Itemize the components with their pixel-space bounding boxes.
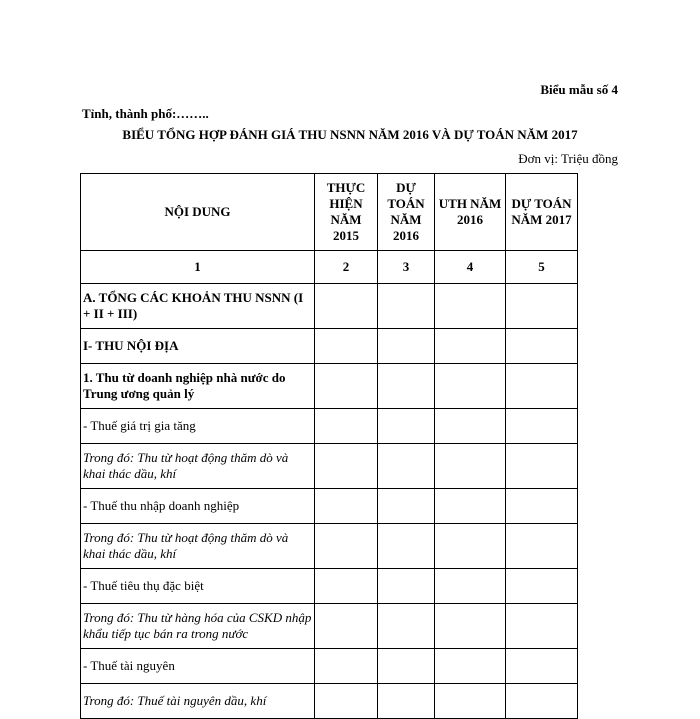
data-cell (315, 444, 378, 489)
data-cell (315, 524, 378, 569)
data-cell (315, 409, 378, 444)
table-row (81, 329, 578, 364)
province-label: Tỉnh, thành phố:…….. (82, 106, 209, 121)
table-row (81, 604, 578, 649)
row-label: - Thuế giá trị gia tăng (81, 409, 315, 444)
table-row (81, 489, 578, 524)
table-row (81, 444, 578, 489)
data-cell (315, 604, 378, 649)
data-cell (378, 524, 435, 569)
data-cell (435, 684, 506, 719)
data-cell (435, 409, 506, 444)
data-cell (378, 569, 435, 604)
table-row (81, 409, 578, 444)
data-cell (506, 569, 578, 604)
row-label: Trong đó: Thu từ hoạt động thăm dò và khai thác dầu, khí (81, 444, 315, 489)
col-header-estimate-2016: DỰ TOÁN NĂM 2016 (378, 174, 435, 251)
index-cell: 1 (81, 251, 315, 284)
data-cell (378, 489, 435, 524)
table-row (81, 649, 578, 684)
data-cell (435, 604, 506, 649)
unit-label: Đơn vị: Triệu đồng (518, 151, 618, 166)
data-cell (315, 569, 378, 604)
index-cell: 2 (315, 251, 378, 284)
table-row (81, 524, 578, 569)
row-label: 1. Thu từ doanh nghiệp nhà nước do Trung ương quản lý (81, 364, 315, 409)
data-cell (435, 489, 506, 524)
row-label: Trong đó: Thuế tài nguyên dầu, khí (81, 684, 315, 719)
data-cell (435, 284, 506, 329)
data-cell (315, 649, 378, 684)
row-label: Trong đó: Thu từ hoạt động thăm dò và khai thác dầu, khí (81, 524, 315, 569)
data-cell (315, 329, 378, 364)
data-cell (378, 684, 435, 719)
data-cell (506, 329, 578, 364)
data-cell (435, 649, 506, 684)
page-title: BIỂU TỔNG HỢP ĐÁNH GIÁ THU NSNN NĂM 2016 VÀ DỰ TOÁN NĂM 2017 (122, 127, 578, 142)
data-cell (378, 364, 435, 409)
data-cell (435, 569, 506, 604)
table-index-row (81, 251, 578, 284)
data-cell (506, 489, 578, 524)
data-cell (315, 364, 378, 409)
data-cell (506, 684, 578, 719)
data-cell (435, 329, 506, 364)
data-cell (435, 444, 506, 489)
table-row (81, 364, 578, 409)
data-cell (378, 444, 435, 489)
index-cell: 3 (378, 251, 435, 284)
row-label: I- THU NỘI ĐỊA (81, 329, 315, 364)
data-cell (378, 284, 435, 329)
col-header-estimate-2017: DỰ TOÁN NĂM 2017 (506, 174, 578, 251)
row-label: Trong đó: Thu từ hàng hóa của CSKD nhập khẩu tiếp tục bán ra trong nước (81, 604, 315, 649)
data-cell (378, 409, 435, 444)
table-header-row (81, 174, 578, 251)
row-label: - Thuế tiêu thụ đặc biệt (81, 569, 315, 604)
data-cell (435, 364, 506, 409)
data-cell (506, 524, 578, 569)
report-table (80, 173, 578, 719)
data-cell (506, 604, 578, 649)
form-number: Biểu mẫu số 4 (540, 82, 618, 97)
col-header-content: NỘI DUNG (81, 174, 315, 251)
data-cell (435, 524, 506, 569)
data-cell (378, 329, 435, 364)
data-cell (506, 649, 578, 684)
data-cell (506, 409, 578, 444)
row-label: A. TỔNG CÁC KHOẢN THU NSNN (I + II + III) (81, 284, 315, 329)
index-cell: 4 (435, 251, 506, 284)
data-cell (378, 604, 435, 649)
data-cell (506, 364, 578, 409)
col-header-actual-2015: THỰC HIỆN NĂM 2015 (315, 174, 378, 251)
table-row (81, 569, 578, 604)
col-header-uth-2016: UTH NĂM 2016 (435, 174, 506, 251)
data-cell (378, 649, 435, 684)
row-label: - Thuế thu nhập doanh nghiệp (81, 489, 315, 524)
data-cell (315, 489, 378, 524)
table-row (81, 284, 578, 329)
data-cell (506, 284, 578, 329)
data-cell (506, 444, 578, 489)
data-cell (315, 684, 378, 719)
table-row (81, 684, 578, 719)
index-cell: 5 (506, 251, 578, 284)
data-cell (315, 284, 378, 329)
row-label: - Thuế tài nguyên (81, 649, 315, 684)
